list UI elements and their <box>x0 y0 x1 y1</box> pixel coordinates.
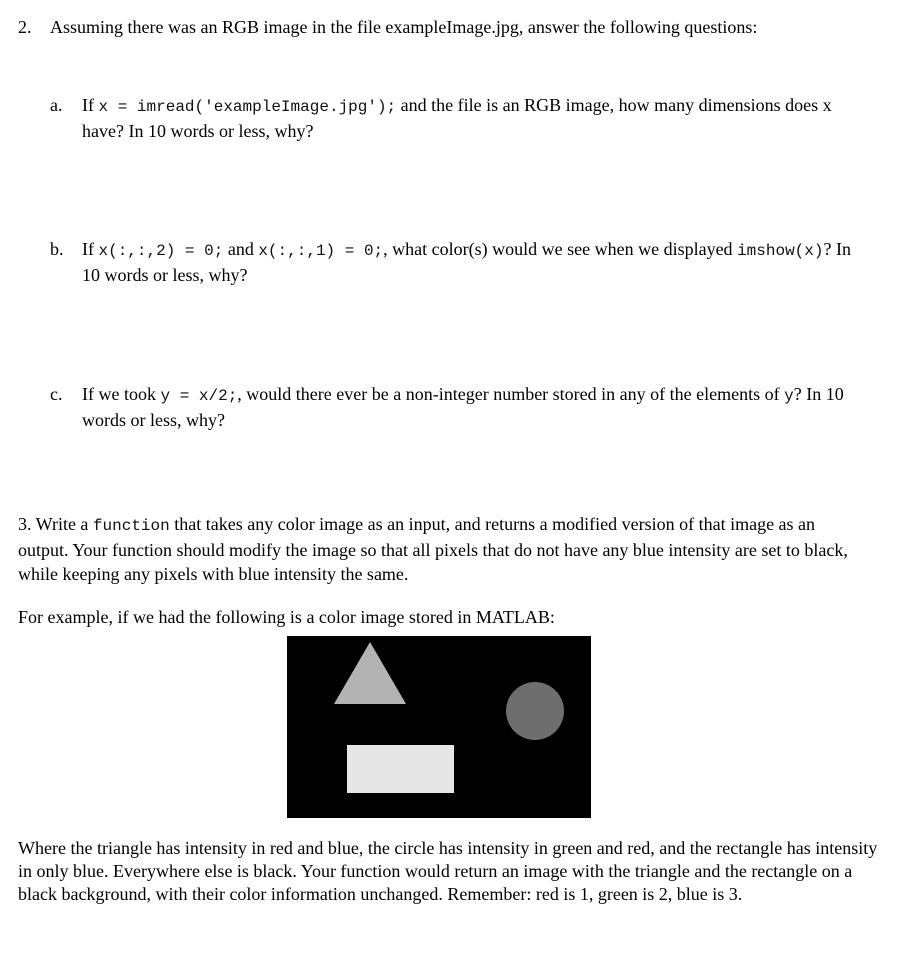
question-2b-mid: and <box>223 239 259 259</box>
question-3-text <box>18 512 848 586</box>
question-2b-code-2: x(:,:,1) = 0; <box>258 242 384 260</box>
question-2b-mid-2: , what color(s) would we see when we displayed <box>383 239 738 259</box>
question-2c-code-2: y <box>784 387 794 405</box>
question-3-code: function <box>92 517 170 535</box>
question-2a-code: x = imread('exampleImage.jpg'); <box>98 98 397 116</box>
question-2b-letter: b. <box>50 239 64 259</box>
question-2c-letter: c. <box>50 384 63 404</box>
question-2c-post: ? In 10 words or less, why? <box>82 384 844 430</box>
question-2-number: 2. <box>18 17 32 37</box>
question-2a-body <box>82 93 870 143</box>
question-2a-pre: If <box>82 95 99 115</box>
question-2c-mid: , would there ever be a non-integer number stored in any of the elements of <box>237 384 785 404</box>
question-2b <box>50 237 870 287</box>
question-2c-pre: If we took <box>82 384 161 404</box>
question-2c-code-1: y = x/2; <box>160 387 238 405</box>
question-2a <box>50 93 870 143</box>
question-2-heading <box>18 15 898 39</box>
question-2c <box>50 382 870 432</box>
question-2b-body <box>82 237 870 287</box>
question-3-pre: 3. Write a <box>18 514 93 534</box>
example-image-figure <box>287 636 591 818</box>
question-2b-post: ? In 10 words or less, why? <box>82 239 851 285</box>
question-2b-code-3: imshow(x) <box>737 242 824 260</box>
question-3-example-intro: For example, if we had the following is a color image stored in MATLAB: <box>18 607 555 627</box>
question-3-description: Where the triangle has intensity in red and blue, the circle has intensity in green and red, and the rectangle has intensity in only blue. Everywhere else is black. Your function would return an image with the triangle and the rectangle on a black background, with their color information unchanged. Remember: red is 1, green is 2, blue is 3. <box>18 838 878 904</box>
question-2a-letter: a. <box>50 95 63 115</box>
question-2-text: Assuming there was an RGB image in the file exampleImage.jpg, answer the following questions: <box>50 17 758 37</box>
question-2b-pre: If <box>82 239 99 259</box>
question-2b-code-1: x(:,:,2) = 0; <box>98 242 224 260</box>
question-2a-text: and the file is an RGB image, how many dimensions does x have? In 10 words or less, why? <box>82 95 832 141</box>
figure-circle <box>506 682 564 740</box>
question-3-post: that takes any color image as an input, and returns a modified version of that image as an output. Your function should modify the image so that all pixels that do not have any blue intensity are set to black, while keeping any pixels with blue intensity the same. <box>18 514 848 584</box>
figure-rectangle <box>347 745 454 793</box>
question-2c-body <box>82 382 870 432</box>
